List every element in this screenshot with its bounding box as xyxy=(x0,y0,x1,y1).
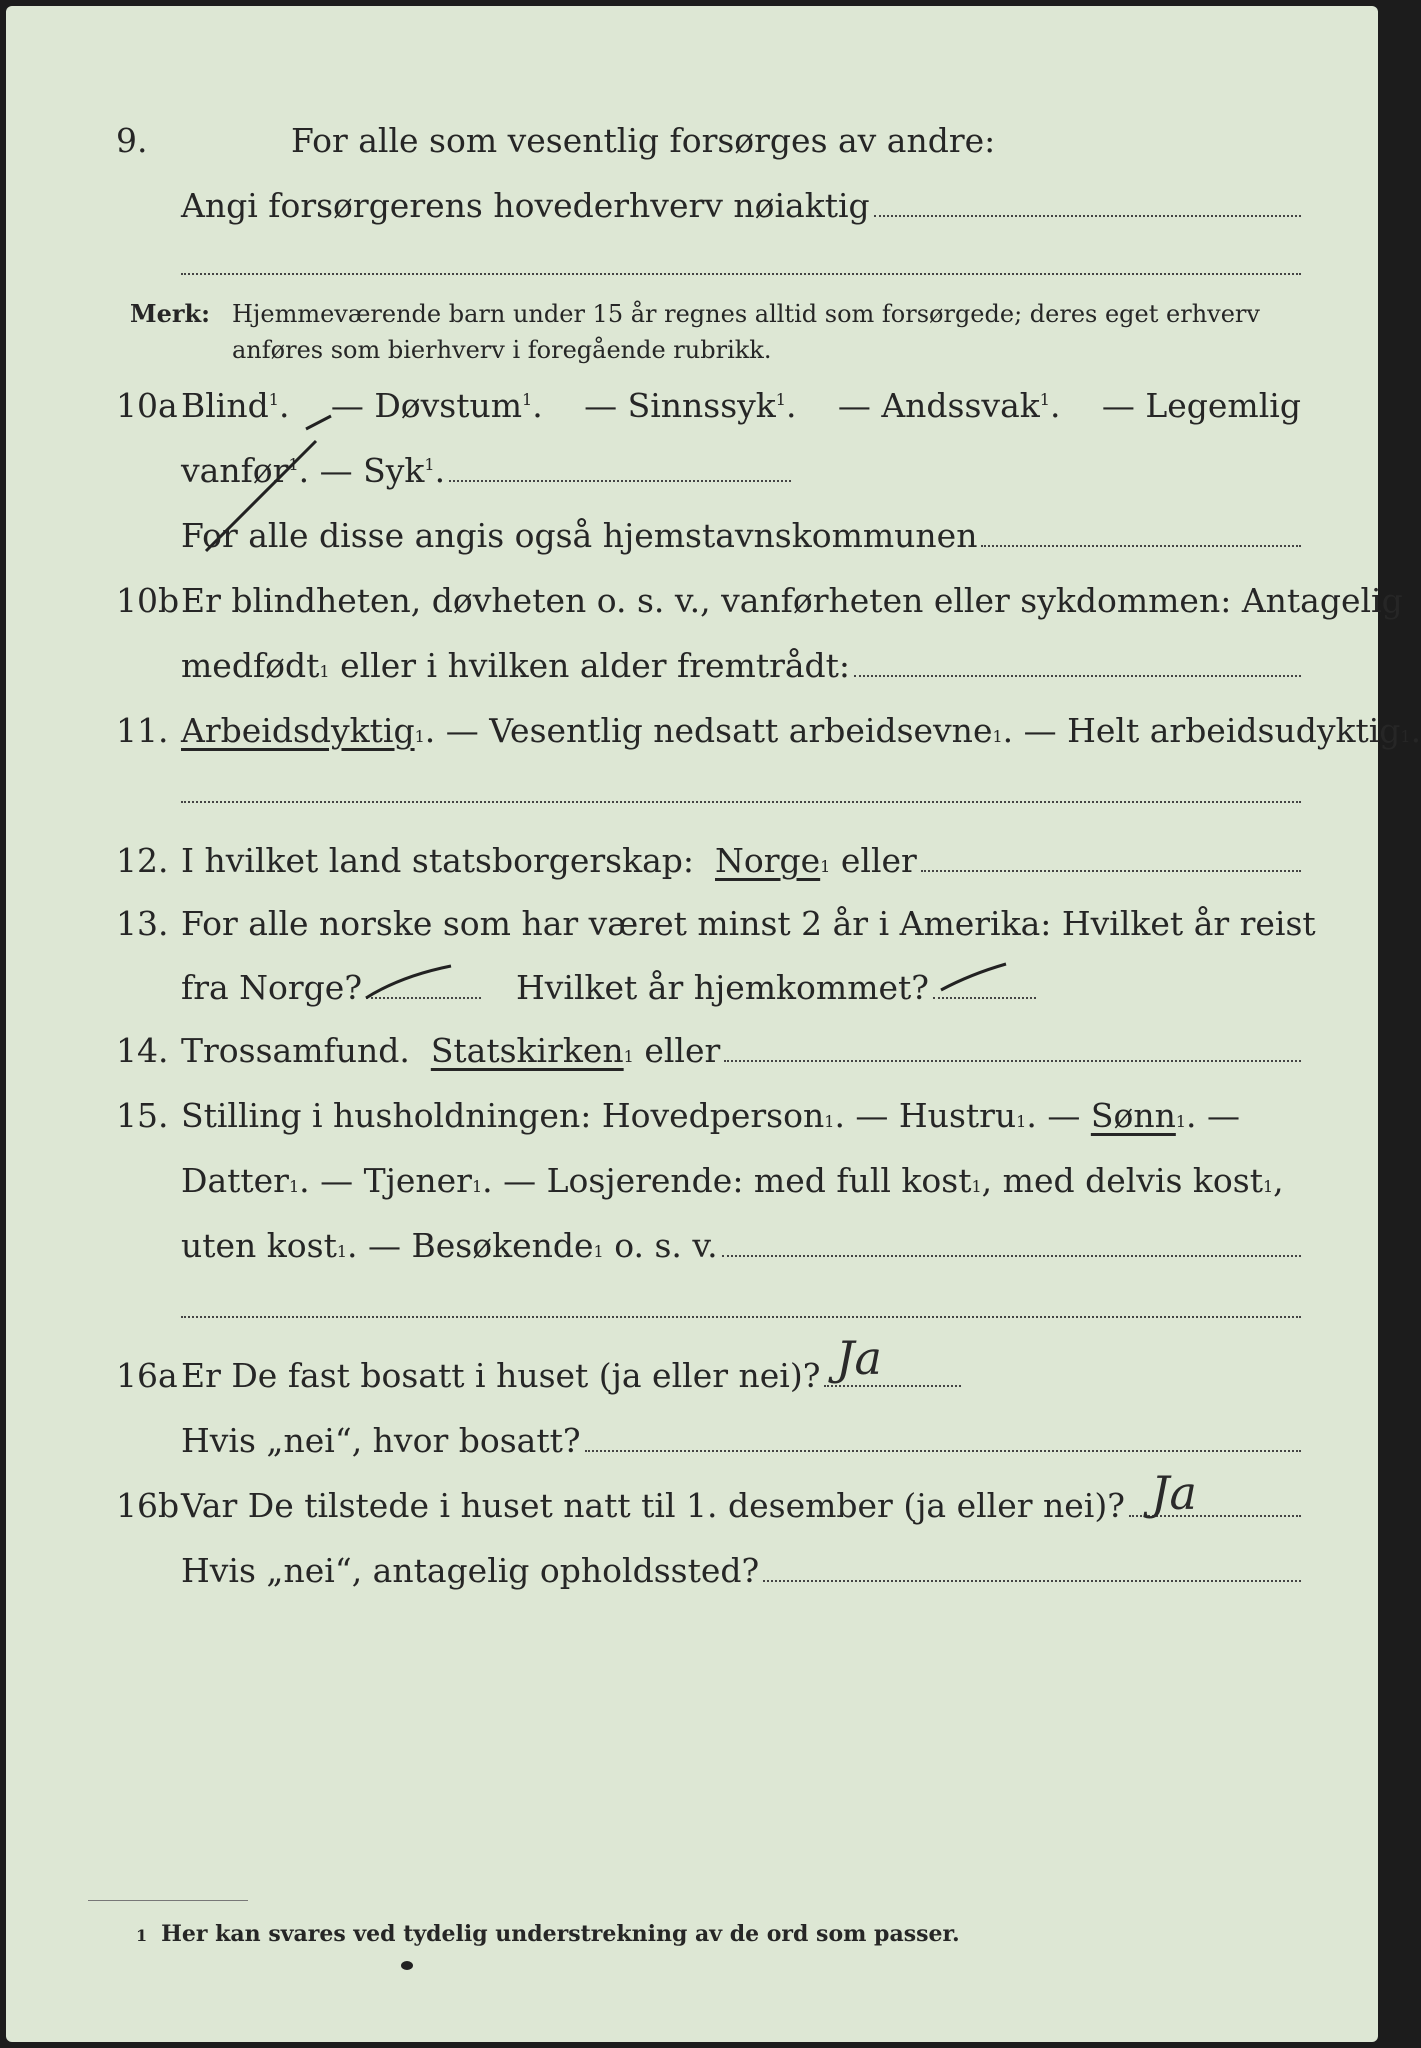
answer-field[interactable] xyxy=(874,189,1301,217)
question-10a-line-1 xyxy=(181,386,1301,426)
question-number: 15. xyxy=(116,1096,169,1135)
census-form-page xyxy=(6,6,1421,2042)
footnote-rule xyxy=(88,1900,248,1901)
question-9-line-1: For alle som vesentlig forsørges av andre: xyxy=(291,121,996,160)
question-number: 12. xyxy=(116,841,169,880)
question-16a-line-2: Hvis „nei“, hvor bosatt? xyxy=(181,1421,1301,1461)
option-vanfor[interactable]: vanfør$^1$. xyxy=(181,451,310,490)
answer-field[interactable] xyxy=(921,844,1301,872)
option-andssvak[interactable]: — Andssvak$^1$. xyxy=(837,386,1061,425)
question-15-line-3: uten kost 1 . — Besøkende 1 o. s. v. xyxy=(181,1226,1301,1266)
question-number: 10a xyxy=(116,386,178,425)
answer-field[interactable] xyxy=(981,519,1301,547)
answer-field[interactable] xyxy=(181,801,1301,803)
footnote: 1 Her kan svares ved tydelig understrekning av de ord som passer. xyxy=(136,1921,960,1947)
question-10b-line-1: Er blindheten, døvheten o. s. v., vanførheten eller sykdommen: Antagelig xyxy=(181,581,1403,620)
question-10a-line-3: For alle disse angis også hjemstavnskommunen xyxy=(181,516,1301,556)
option-dovstum[interactable]: — Døvstum$^1$. xyxy=(330,386,543,425)
handwritten-dash-mark xyxy=(936,956,1016,996)
option-sinnssyk[interactable]: — Sinnssyk$^1$. xyxy=(584,386,797,425)
answer-field[interactable] xyxy=(585,1424,1301,1452)
option-sonn[interactable]: Sønn xyxy=(1090,1096,1176,1135)
question-13-line-2a: fra Norge? xyxy=(181,968,481,1008)
option-blind[interactable]: Blind$^1$. xyxy=(181,386,290,425)
question-14-line: Trossamfund. Statskirken 1 eller xyxy=(181,1031,1301,1071)
handwritten-answer-16a: Ja xyxy=(836,1331,882,1385)
option-legemlig[interactable]: — Legemlig xyxy=(1101,386,1301,425)
option-arbeidsdyktig[interactable]: Arbeidsdyktig xyxy=(181,711,415,750)
answer-field[interactable] xyxy=(722,1229,1301,1257)
option-syk[interactable]: — Syk$^1$. xyxy=(319,451,446,490)
handwritten-dash-mark xyxy=(361,956,461,1006)
question-13-line-2b: Hvilket år hjemkommet? xyxy=(516,968,1036,1008)
note-label: Merk: xyxy=(130,299,210,328)
note-block xyxy=(130,296,1390,376)
question-11-line: Arbeidsdyktig 1 . — Vesentlig nedsatt arbeidsevne 1 . — Helt arbeidsudyktig 1 . xyxy=(181,711,1421,750)
question-13-line-1: For alle norske som har været minst 2 år i Amerika: Hvilket år reist xyxy=(181,904,1316,943)
question-9-line-2: Angi forsørgerens hovederhverv nøiaktig xyxy=(181,186,1301,226)
option-nedsatt[interactable]: . — Vesentlig nedsatt arbeidsevne xyxy=(424,711,993,750)
note-text: Hjemmeværende barn under 15 år regnes alltid som forsørgede; deres eget erhverv anføres som bierhverv i foregående rubrikk. xyxy=(232,300,1260,364)
option-udyktig[interactable]: . — Helt arbeidsudyktig xyxy=(1002,711,1401,750)
answer-field[interactable] xyxy=(854,649,1301,677)
question-15-line-2: Datter 1 . — Tjener 1 . — Losjerende: med full kost 1 , med delvis kost 1 , xyxy=(181,1161,1284,1200)
option-norge[interactable]: Norge xyxy=(715,841,821,880)
question-number: 14. xyxy=(116,1031,169,1070)
question-16b-line-2: Hvis „nei“, antagelig opholdssted? xyxy=(181,1551,1301,1591)
question-16a-line-1: Er De fast bosatt i huset (ja eller nei)? xyxy=(181,1356,961,1396)
question-12-line: I hvilket land statsborgerskap: Norge 1 eller xyxy=(181,841,1301,881)
question-number: 9. xyxy=(116,121,148,160)
option-statskirken[interactable]: Statskirken xyxy=(430,1031,624,1070)
question-number: 13. xyxy=(116,904,169,943)
handwritten-answer-16b: Ja xyxy=(1151,1466,1197,1520)
question-15-line-1: Stilling i husholdningen: Hovedperson 1 . — Hustru 1 . — Sønn 1 . — xyxy=(181,1096,1240,1135)
question-number: 10b xyxy=(116,581,180,620)
answer-field-continued[interactable] xyxy=(181,273,1301,275)
question-number: 16b xyxy=(116,1486,180,1525)
question-10b-line-2: medfødt 1 eller i hvilken alder fremtrådt: xyxy=(181,646,1301,686)
answer-field[interactable] xyxy=(449,454,791,482)
question-number: 11. xyxy=(116,711,169,750)
answer-field-continued[interactable] xyxy=(181,1316,1301,1318)
ink-dot xyxy=(401,1961,413,1970)
question-16b-line-1: Var De tilstede i huset natt til 1. desember (ja eller nei)? xyxy=(181,1486,1301,1526)
answer-field[interactable] xyxy=(724,1034,1301,1062)
question-number: 16a xyxy=(116,1356,178,1395)
answer-field[interactable] xyxy=(763,1554,1301,1582)
